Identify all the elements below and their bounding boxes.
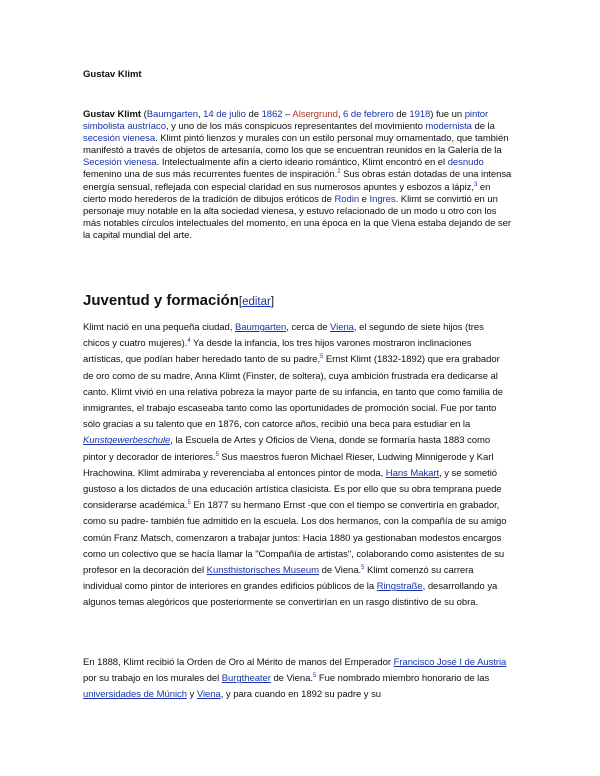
text: En 1888, Klimt recibió la Orden de Oro al Mérito de manos del Emperador xyxy=(83,657,394,668)
text: de Viena. xyxy=(319,565,362,577)
text: de xyxy=(393,109,410,120)
text: de Viena. xyxy=(270,673,313,685)
text: de la xyxy=(471,121,495,133)
link-kunsthistorisches-museum[interactable]: Kunsthistorisches Museum xyxy=(206,565,319,577)
text: femenino una de sus más recurrentes fuentes de inspiración. xyxy=(83,169,338,181)
link-secesion-vienesa-2[interactable]: Secesión vienesa xyxy=(83,157,157,169)
reference-4[interactable]: 4 xyxy=(187,338,191,345)
text: de xyxy=(245,109,262,120)
edit-link[interactable]: editar xyxy=(242,296,271,308)
text: , el segundo de siete hijos (tres chicos y cuatro mujeres). xyxy=(83,322,484,350)
text: . Klimt pintó lienzos y murales con un estilo personal muy ornamentado, que también manifestó a través de objetos de artesanía, como los que se encuentran reunidos en la Galería de la xyxy=(83,133,509,157)
text: por su trabajo en los murales del xyxy=(83,673,222,685)
link-burgtheater[interactable]: Burgtheater xyxy=(221,673,271,685)
link-desnudo[interactable]: desnudo xyxy=(447,157,484,169)
link-viena[interactable]: Viena xyxy=(330,322,354,333)
reference-5[interactable]: 5 xyxy=(215,451,219,458)
link-secesion-vienesa[interactable]: secesión vienesa xyxy=(83,133,156,145)
text: , cerca de xyxy=(286,322,331,333)
link-death-date[interactable]: 6 de febrero xyxy=(343,109,394,120)
link-ringstrasse[interactable]: Ringstraße xyxy=(376,581,423,593)
text: Klimt comenzó su carrera individual como pintor de interiores en grandes edificios públicos de la xyxy=(83,565,474,593)
text: , xyxy=(197,109,204,120)
reference-5[interactable]: 5 xyxy=(361,565,365,572)
link-ingres[interactable]: Ingres xyxy=(369,193,396,205)
link-viena[interactable]: Viena xyxy=(196,689,221,701)
reference-5[interactable]: 5 xyxy=(319,354,324,361)
reference-3[interactable]: 3 xyxy=(473,181,478,188)
link-birth-year[interactable]: 1862 xyxy=(261,109,283,120)
text: En 1877 su hermano Ernst -que con el tiempo se convertiría en grabador, como su padre- también fue admitido en la escuela. Los dos hermanos, con la compañía de su amigo común Franz Matsch, comenzaron a trabajar juntos: Hacia 1880 ya gestionaban modestos encargos como un colectivo que se hacía llamar la "Compañía de artistas", colaborando como asistentes de su profesor en la decoración del xyxy=(83,500,507,577)
section-title: Juventud y formación xyxy=(83,292,239,309)
link-francisco-jose[interactable]: Francisco José I de Austria xyxy=(393,657,507,668)
link-modernista[interactable]: modernista xyxy=(425,121,472,133)
text: , y uno de los más conspicuos representantes del movimiento xyxy=(165,121,426,133)
text: , y se sometió gustoso a los dictados de una educación artística clasicista. Es por ello que su obra temprana puede considerarse académica. xyxy=(83,467,502,512)
reference-5[interactable]: 5 xyxy=(312,673,317,680)
bracket: ] xyxy=(270,296,275,308)
text: , desarrollando ya algunos temas alegóricos que posteriormente se convertirían en un rasgo distintivo de su obra. xyxy=(83,581,498,609)
link-baumgarten[interactable]: Baumgarten xyxy=(234,322,287,333)
text: . Intelectualmente afín a cierto ideario romántico, Klimt encontró en el xyxy=(156,157,448,169)
body-paragraph-2 xyxy=(83,655,508,704)
text: Sus obras están dotadas de una intensa energía sensual, reflejada con especial claridad en sus numerosos apuntes y esbozos a lápiz, xyxy=(83,169,512,193)
link-birth-place[interactable]: Baumgarten xyxy=(146,109,198,120)
link-hans-makart[interactable]: Hans Makart xyxy=(385,467,440,479)
text: – xyxy=(282,109,293,120)
reference-5[interactable]: 5 xyxy=(187,500,191,507)
text: Klimt nació en una pequeña ciudad, xyxy=(83,322,235,333)
document-title: Gustav Klimt xyxy=(83,69,142,80)
text: ) fue un xyxy=(430,109,465,120)
link-kunstgewerbeschule[interactable]: Kunstgewerbeschule xyxy=(83,435,171,447)
text: y xyxy=(186,689,197,701)
text: en cierto modo herederos de la tradición de dibujos eróticos de xyxy=(83,181,491,205)
text: Sus maestros fueron Michael Rieser, Ludwing Minnigerode y Karl Hrachowina. Klimt admiraba y reverenciaba al entonces pintor de moda, xyxy=(83,451,494,479)
body-paragraph-1 xyxy=(83,320,508,612)
link-rodin[interactable]: Rodin xyxy=(334,193,360,205)
reference-2[interactable]: 2 xyxy=(337,169,341,176)
link-death-place[interactable]: Alsergrund xyxy=(292,109,338,120)
section-heading xyxy=(83,292,274,309)
text: e xyxy=(359,193,370,205)
text: ( xyxy=(141,109,147,120)
subject-name: Gustav Klimt xyxy=(83,109,141,120)
text: , xyxy=(337,109,344,120)
text: . Klimt se convirtió en un personaje muy notable en la alta sociedad vienesa, y estuvo relacionado de un modo u otro con los más notables círculos intelectuales del momento, en una época en la que Viena estaba dejando de ser la capital mundial del arte. xyxy=(83,193,511,241)
text: Ernst Klimt (1832-1892) que era grabador de oro como de su madre, Anna Klimt (Finster, de soltera), cuya ambición frustrada era dedicarse al canto. Klimt vivió en una relativa pobreza la mayor parte de su infancia, en tanto que como familia de inmigrantes, el trabajo escaseaba tanto como las oportunidades de promoción social. Fue por tanto sólo gracias a su talento que en 1876, con catorce años, recibió una beca para estudiar en la xyxy=(83,354,503,431)
text: Ya desde la infancia, los tres hijos varones mostraron inclinaciones artísticas, que podían haber heredado tanto de su padre, xyxy=(83,338,472,366)
text: , la Escuela de Artes y Oficios de Viena, donde se formaría hasta 1883 como pintor y decorador de interiores. xyxy=(83,435,491,463)
link-death-year[interactable]: 1918 xyxy=(409,109,431,120)
link-pintor-simbolista[interactable]: pintor simbolista austríaco xyxy=(83,109,489,133)
text: Fue nombrado miembro honorario de las xyxy=(316,673,490,685)
intro-paragraph xyxy=(83,109,513,242)
link-birth-date[interactable]: 14 de julio xyxy=(203,109,246,120)
text: , y para cuando en 1892 su padre y su xyxy=(220,689,382,701)
link-universidades-munich[interactable]: universidades de Múnich xyxy=(83,689,187,701)
bracket: [ xyxy=(238,296,243,308)
